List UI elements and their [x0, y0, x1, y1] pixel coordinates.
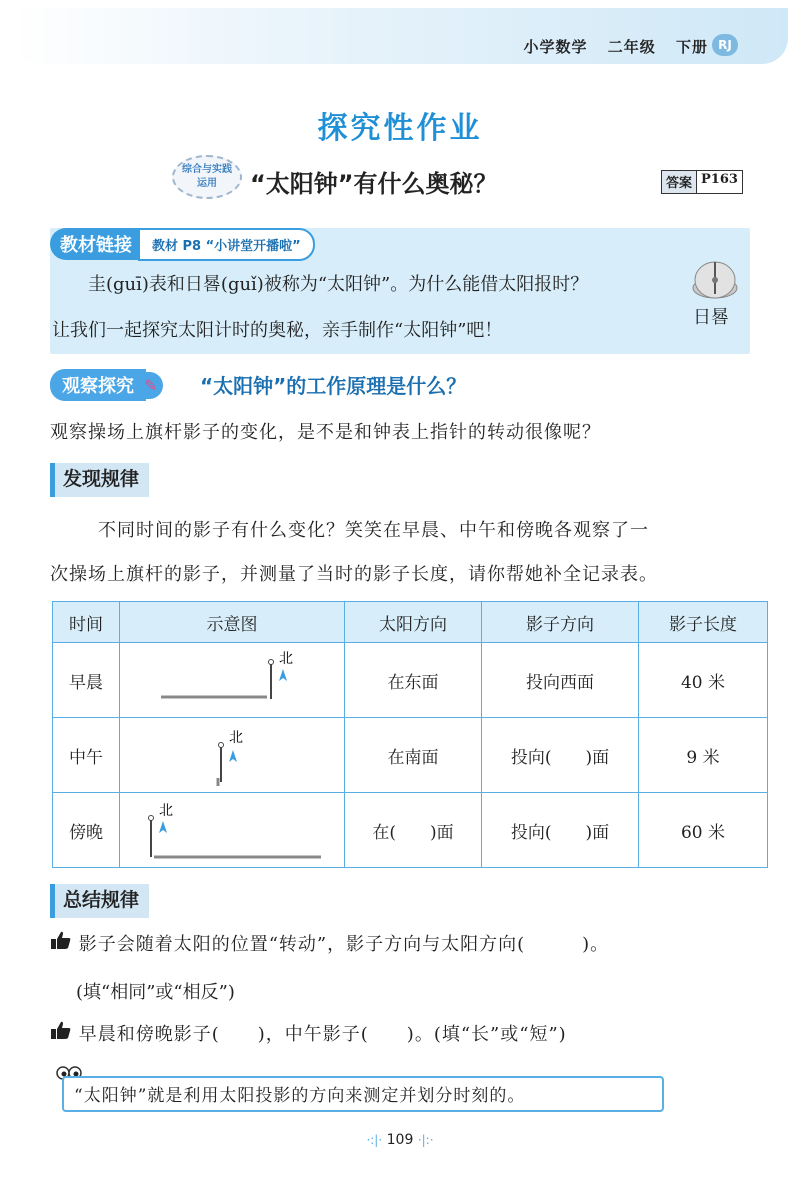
cell-length: 9 米	[639, 718, 768, 793]
sundial-label: 日晷	[693, 307, 729, 328]
subtitle: “太阳钟”有什么奥秘？	[250, 170, 498, 198]
link-text-line2: 让我们一起探究太阳计时的奥秘，亲手制作“太阳钟”吧！	[52, 320, 503, 341]
sundial-icon	[691, 254, 739, 302]
summary-tag: 总结规律	[50, 884, 149, 918]
cell-diagram	[120, 643, 345, 718]
stamp-line2: 运用	[197, 178, 217, 189]
north-arrow-icon	[229, 750, 237, 762]
page-number	[0, 1132, 800, 1148]
thumbs-up-icon	[50, 930, 72, 950]
north-label: 北	[229, 730, 243, 746]
col-header-time: 时间	[53, 602, 120, 643]
page-number-decor-right: ·|:·	[417, 1133, 434, 1147]
summary-text1: 影子会随着太阳的位置“转动”，影子方向与太阳方向( )。	[78, 934, 610, 955]
publisher-badge: RJ	[712, 34, 738, 56]
answer-page: P163	[696, 171, 742, 193]
link-text-line1: 圭(guī)表和日晷(guǐ)被称为“太阳钟”。为什么能借太阳报时？	[88, 274, 589, 295]
flagpole-top	[219, 743, 224, 748]
record-table	[52, 601, 768, 868]
page-number-text: 109	[386, 1132, 414, 1148]
morning-shadow-diagram	[121, 645, 341, 715]
col-header-shadow: 影子方向	[482, 602, 639, 643]
cell-sun: 在( )面	[345, 793, 482, 868]
cell-diagram	[120, 793, 345, 868]
evening-shadow-diagram	[121, 795, 341, 865]
link-tag-label: 教材链接	[50, 228, 142, 260]
observe-text: 观察操场上旗杆影子的变化，是不是和钟表上指针的转动很像呢？	[50, 422, 601, 443]
cell-shadow: 投向西面	[482, 643, 639, 718]
col-header-length: 影子长度	[639, 602, 768, 643]
cell-time: 早晨	[53, 643, 120, 718]
cell-diagram	[120, 718, 345, 793]
header-subject: 小学数学	[523, 38, 588, 56]
cell-time: 傍晚	[53, 793, 120, 868]
summary-line1	[50, 930, 609, 956]
observe-tag	[50, 370, 163, 400]
discover-para1: 不同时间的影子有什么变化？笑笑在早晨、中午和傍晚各观察了一	[98, 520, 649, 541]
conclusion-note: “太阳钟”就是利用太阳投影的方向来测定并划分时刻的。	[62, 1076, 664, 1112]
flagpole-top	[269, 660, 274, 665]
north-arrow-icon	[159, 821, 167, 833]
header-grade: 二年级	[607, 38, 656, 56]
col-header-diagram: 示意图	[120, 602, 345, 643]
cell-sun: 在东面	[345, 643, 482, 718]
table-row	[53, 718, 768, 793]
flagpole-top	[149, 816, 154, 821]
summary-text3: 早晨和傍晚影子( )，中午影子( )。(填“长”或“短”)	[78, 1024, 567, 1045]
cell-shadow: 投向( )面	[482, 793, 639, 868]
north-label: 北	[159, 803, 173, 819]
header-info	[509, 36, 708, 57]
noon-shadow-diagram	[121, 720, 341, 790]
practice-stamp	[172, 155, 242, 199]
cell-length: 60 米	[639, 793, 768, 868]
cell-sun: 在南面	[345, 718, 482, 793]
link-tag-ref: 教材 P8 “小讲堂开播啦”	[138, 228, 315, 261]
stamp-line1: 综合与实践	[182, 164, 232, 175]
thumbs-up-icon	[50, 1020, 72, 1040]
north-label: 北	[279, 651, 293, 667]
answer-label: 答案	[662, 171, 696, 193]
discover-para2: 次操场上旗杆的影子，并测量了当时的影子长度，请你帮她补全记录表。	[50, 564, 658, 585]
north-arrow-icon	[279, 669, 287, 681]
page-number-decor-left: ·:|·	[366, 1133, 383, 1147]
col-header-sun: 太阳方向	[345, 602, 482, 643]
header-volume: 下册	[675, 38, 708, 56]
table-row	[53, 793, 768, 868]
textbook-link-tag	[50, 228, 315, 260]
cell-shadow: 投向( )面	[482, 718, 639, 793]
cell-time: 中午	[53, 718, 120, 793]
discover-tag: 发现规律	[50, 463, 149, 497]
pencil-icon: ✎	[144, 372, 163, 399]
answer-reference	[661, 170, 743, 194]
page-title: 探究性作业	[317, 111, 483, 146]
table-header-row	[53, 602, 768, 643]
summary-line3	[50, 1020, 567, 1046]
table-row	[53, 643, 768, 718]
cell-length: 40 米	[639, 643, 768, 718]
summary-hint: (填“相同”或“相反”)	[76, 982, 235, 1003]
observe-tag-label: 观察探究	[50, 369, 146, 401]
observe-question: “太阳钟”的工作原理是什么？	[200, 374, 467, 398]
